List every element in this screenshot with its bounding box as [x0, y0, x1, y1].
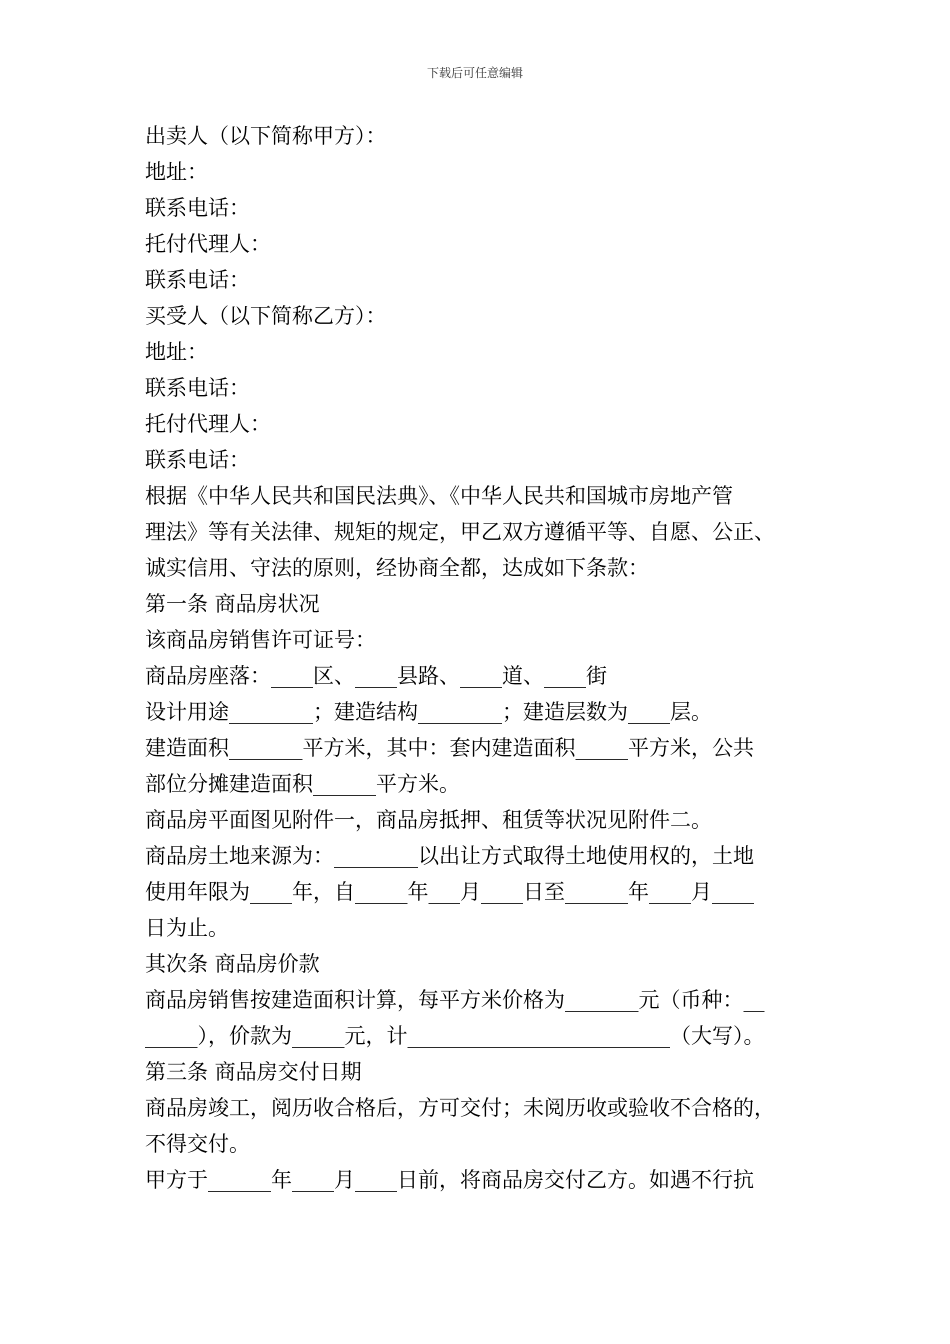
article-3-heading: 第三条 商品房交付日期 [145, 1060, 362, 1084]
price-line-2: _____），价款为_____元，计_________________________（大写）。 [145, 1024, 765, 1048]
area-line-2: 部位分摊建造面积______平方米。 [145, 772, 460, 796]
delivery-line-1: 商品房竣工，阅历收合格后，方可交付；未阅历收或验收不合格的， [145, 1096, 775, 1120]
location-line: 商品房座落：____区、____县路、____道、____街 [145, 664, 607, 688]
price-line-1: 商品房销售按建造面积计算，每平方米价格为_______元（币种：__ [145, 988, 765, 1012]
license-number-line: 该商品房销售许可证号： [145, 628, 376, 652]
page-header: 下载后可任意编辑 [426, 66, 523, 80]
buyer-agent-phone-line: 联系电话： [145, 448, 250, 472]
land-source-line-2: 使用年限为____年，自_____年___月____日至______年____月____ [145, 880, 754, 904]
land-source-line-3: 日为止。 [145, 916, 229, 940]
delivery-line-2: 不得交付。 [145, 1132, 250, 1156]
buyer-address-line: 地址： [145, 340, 208, 364]
article-2-heading: 其次条 商品房价款 [145, 952, 320, 976]
article-1-heading: 第一条 商品房状况 [145, 592, 320, 616]
buyer-agent-line: 托付代理人： [145, 412, 271, 436]
seller-phone-line: 联系电话： [145, 196, 250, 220]
land-source-line-1: 商品房土地来源为：________以出让方式取得土地使用权的，土地 [145, 844, 754, 868]
buyer-line: 买受人（以下简称乙方）： [145, 304, 387, 328]
preamble-line-3: 诚实信用、守法的原则，经协商全都，达成如下条款： [145, 556, 649, 580]
design-use-line: 设计用途________；建造结构________；建造层数为____层。 [145, 700, 712, 724]
document-body [145, 118, 835, 1198]
floor-plan-line: 商品房平面图见附件一，商品房抵押、租赁等状况见附件二。 [145, 808, 712, 832]
buyer-phone-line: 联系电话： [145, 376, 250, 400]
preamble-line-1: 根据《中华人民共和国民法典》、《中华人民共和国城市房地产管 [145, 484, 733, 508]
seller-address-line: 地址： [145, 160, 208, 184]
delivery-date-line: 甲方于______年____月____日前，将商品房交付乙方。如遇不行抗 [145, 1168, 754, 1192]
seller-agent-phone-line: 联系电话： [145, 268, 250, 292]
seller-line: 出卖人（以下简称甲方）： [145, 124, 387, 148]
seller-agent-line: 托付代理人： [145, 232, 271, 256]
preamble-line-2: 理法》等有关法律、规矩的规定，甲乙双方遵循平等、自愿、公正、 [145, 520, 775, 544]
area-line-1: 建造面积_______平方米，其中：套内建造面积_____平方米，公共 [145, 736, 754, 760]
